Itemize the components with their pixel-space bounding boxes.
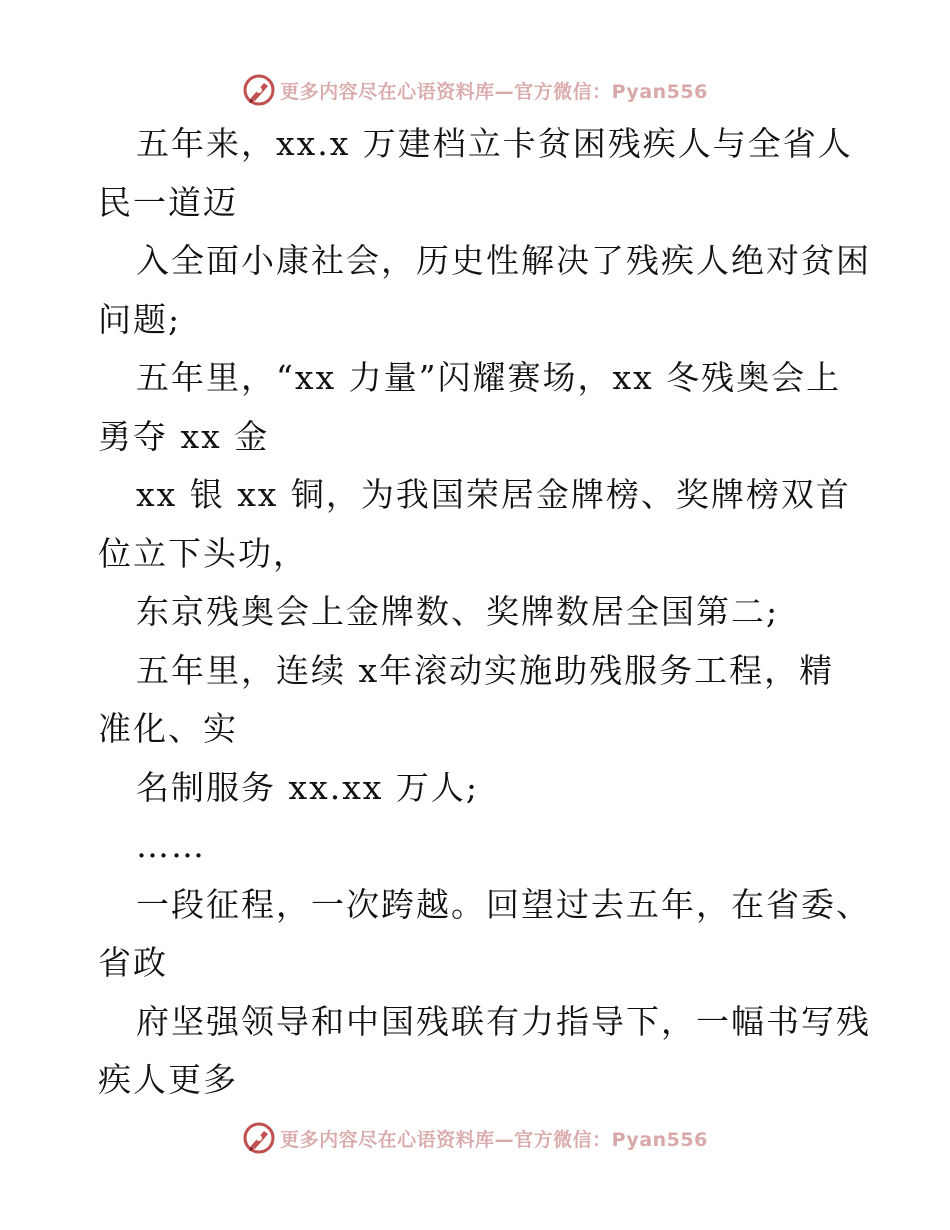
pen-logo-icon xyxy=(242,1121,276,1155)
text-line: 疾人更多 xyxy=(98,1060,238,1099)
text-line: 位立下头功， xyxy=(98,533,308,573)
footer-watermark xyxy=(0,1118,950,1158)
text-line: 准化、实 xyxy=(98,709,238,748)
header-watermark xyxy=(0,70,950,110)
text-line: 五年里，“xx 力量”闪耀赛场，xx 冬残奥会上 xyxy=(136,358,842,397)
text-line: 一段征程，一次跨越。回望过去五年，在省委、 xyxy=(136,884,871,924)
text-line: 五年来，xx.x 万建档立卡贫困残疾人与全省人 xyxy=(136,124,853,163)
text-line: 省政 xyxy=(98,943,168,982)
text-line: 入全面小康社会，历史性解决了残疾人绝对贫困 xyxy=(136,241,871,280)
text-line: 五年里，连续 x年滚动实施助残服务工程，精 xyxy=(136,650,835,690)
text-line: 民一道迈 xyxy=(98,182,238,222)
text-line: …… xyxy=(136,826,206,865)
watermark-text: 更多内容尽在心语资料库—官方微信：Pyan556 xyxy=(280,80,708,103)
text-line: xx 银 xx 铜，为我国荣居金牌榜、奖牌榜双首 xyxy=(136,475,851,514)
pen-logo-icon xyxy=(242,73,276,107)
watermark-text: 更多内容尽在心语资料库—官方微信：Pyan556 xyxy=(280,1128,708,1151)
text-line: 名制服务 xx.xx 万人; xyxy=(136,767,480,807)
text-line: 府坚强领导和中国残联有力指导下，一幅书写残 xyxy=(136,1001,871,1041)
text-line: 勇夺 xx 金 xyxy=(98,416,270,456)
text-line: 东京残奥会上金牌数、奖牌数居全国第二; xyxy=(136,592,780,631)
text-line: 问题; xyxy=(98,299,182,339)
document-body xyxy=(98,115,871,1110)
